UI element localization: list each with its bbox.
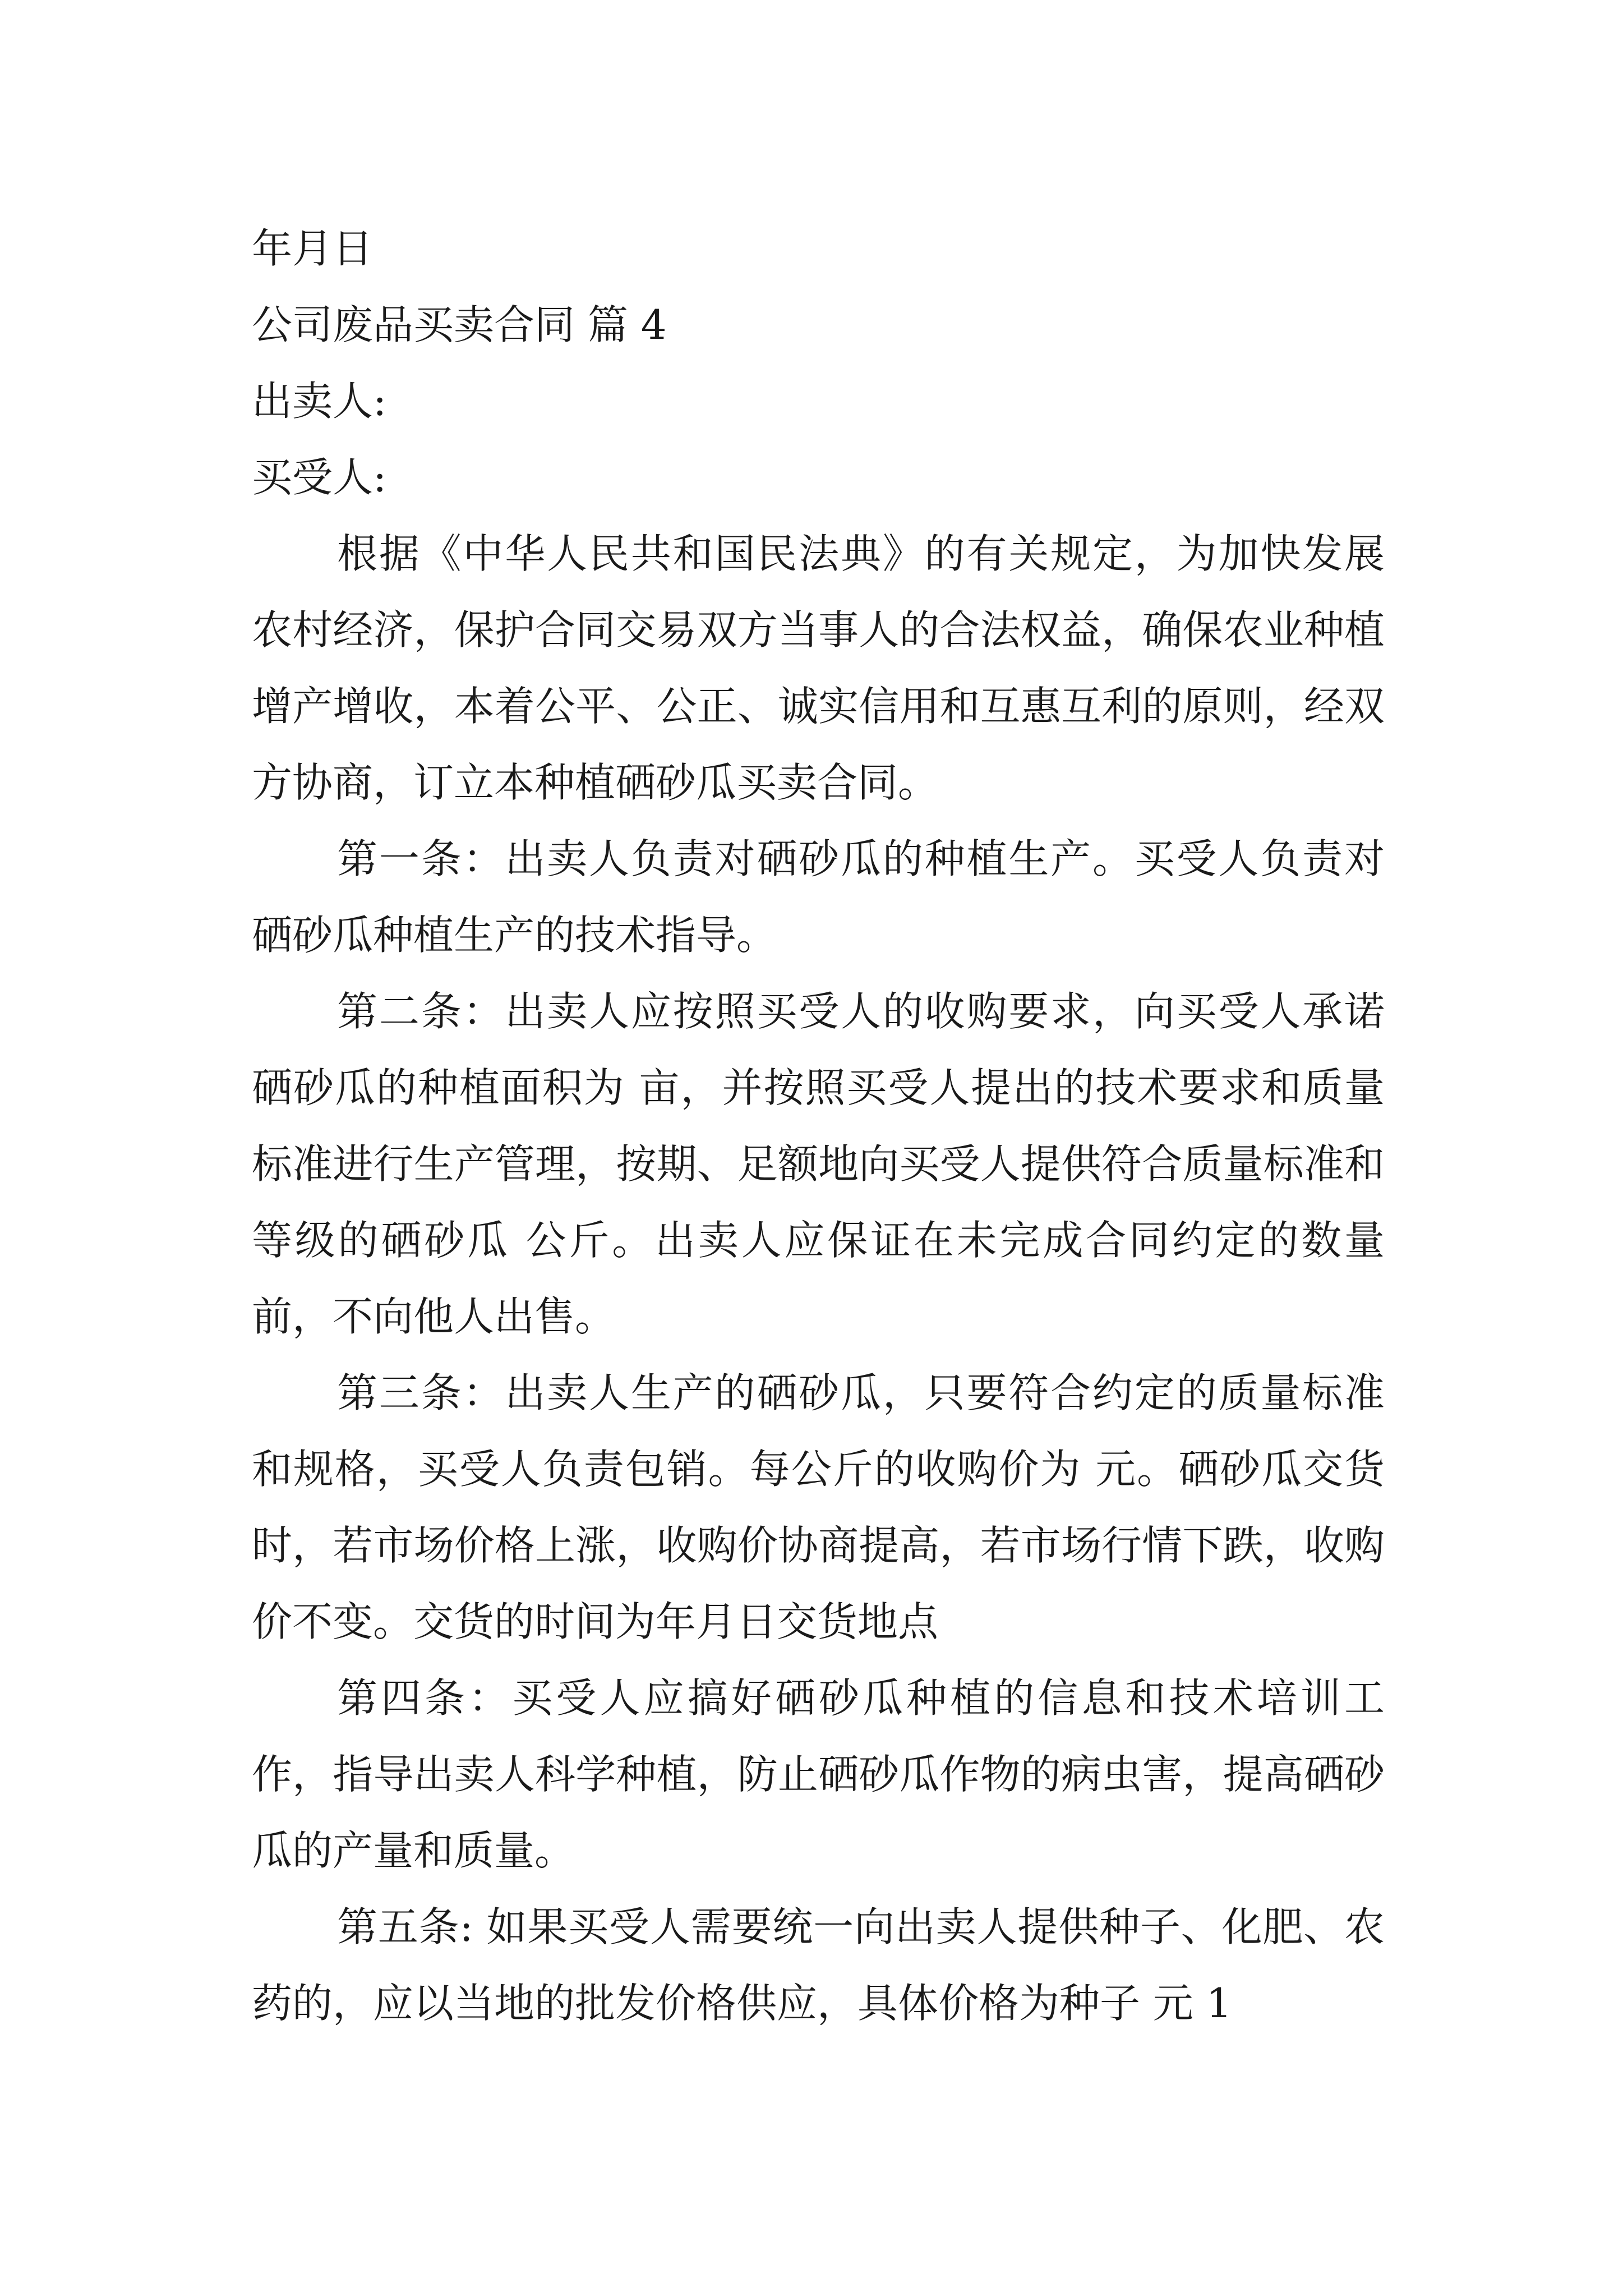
article-2-paragraph: 第二条：出卖人应按照买受人的收购要求，向买受人承诺硒砂瓜的种植面积为 亩，并按照买受人提出的技术要求和质量标准进行生产管理，按期、足额地向买受人提供符合质量标准和等级的硒砂瓜 公斤。出卖人应保证在未完成合同约定的数量前，不向他人出售。 <box>252 988 1385 1340</box>
preamble-paragraph: 根据《中华人民共和国民法典》的有关规定，为加快发展农村经济，保护合同交易双方当事人的合法权益，确保农业种植增产增收，本着公平、公正、诚实信用和互惠互利的原则，经双方协商，订立本种植硒砂瓜买卖合同。 <box>252 530 1385 806</box>
buyer-label: 买受人: <box>252 454 387 501</box>
article-5-paragraph: 第五条: 如果买受人需要统一向出卖人提供种子、化肥、农药的，应以当地的批发价格供应，具体价格为种子 元 1 <box>252 1903 1385 2027</box>
document-body <box>252 210 1385 2041</box>
date-line: 年月日 <box>252 225 374 272</box>
contract-title: 公司废品买卖合同 篇 4 <box>252 301 667 348</box>
article-1-paragraph: 第一条：出卖人负责对硒砂瓜的种植生产。买受人负责对硒砂瓜种植生产的技术指导。 <box>252 835 1385 959</box>
article-3-paragraph: 第三条：出卖人生产的硒砂瓜，只要符合约定的质量标准和规格，买受人负责包销。每公斤的收购价为 元。硒砂瓜交货时，若市场价格上涨，收购价协商提高，若市场行情下跌，收购价不变。交货的时间为年月日交货地点 <box>252 1369 1385 1645</box>
seller-label: 出卖人: <box>252 378 387 425</box>
article-4-paragraph: 第四条：买受人应搞好硒砂瓜种植的信息和技术培训工作，指导出卖人科学种植，防止硒砂瓜作物的病虫害，提高硒砂瓜的产量和质量。 <box>252 1674 1385 1874</box>
